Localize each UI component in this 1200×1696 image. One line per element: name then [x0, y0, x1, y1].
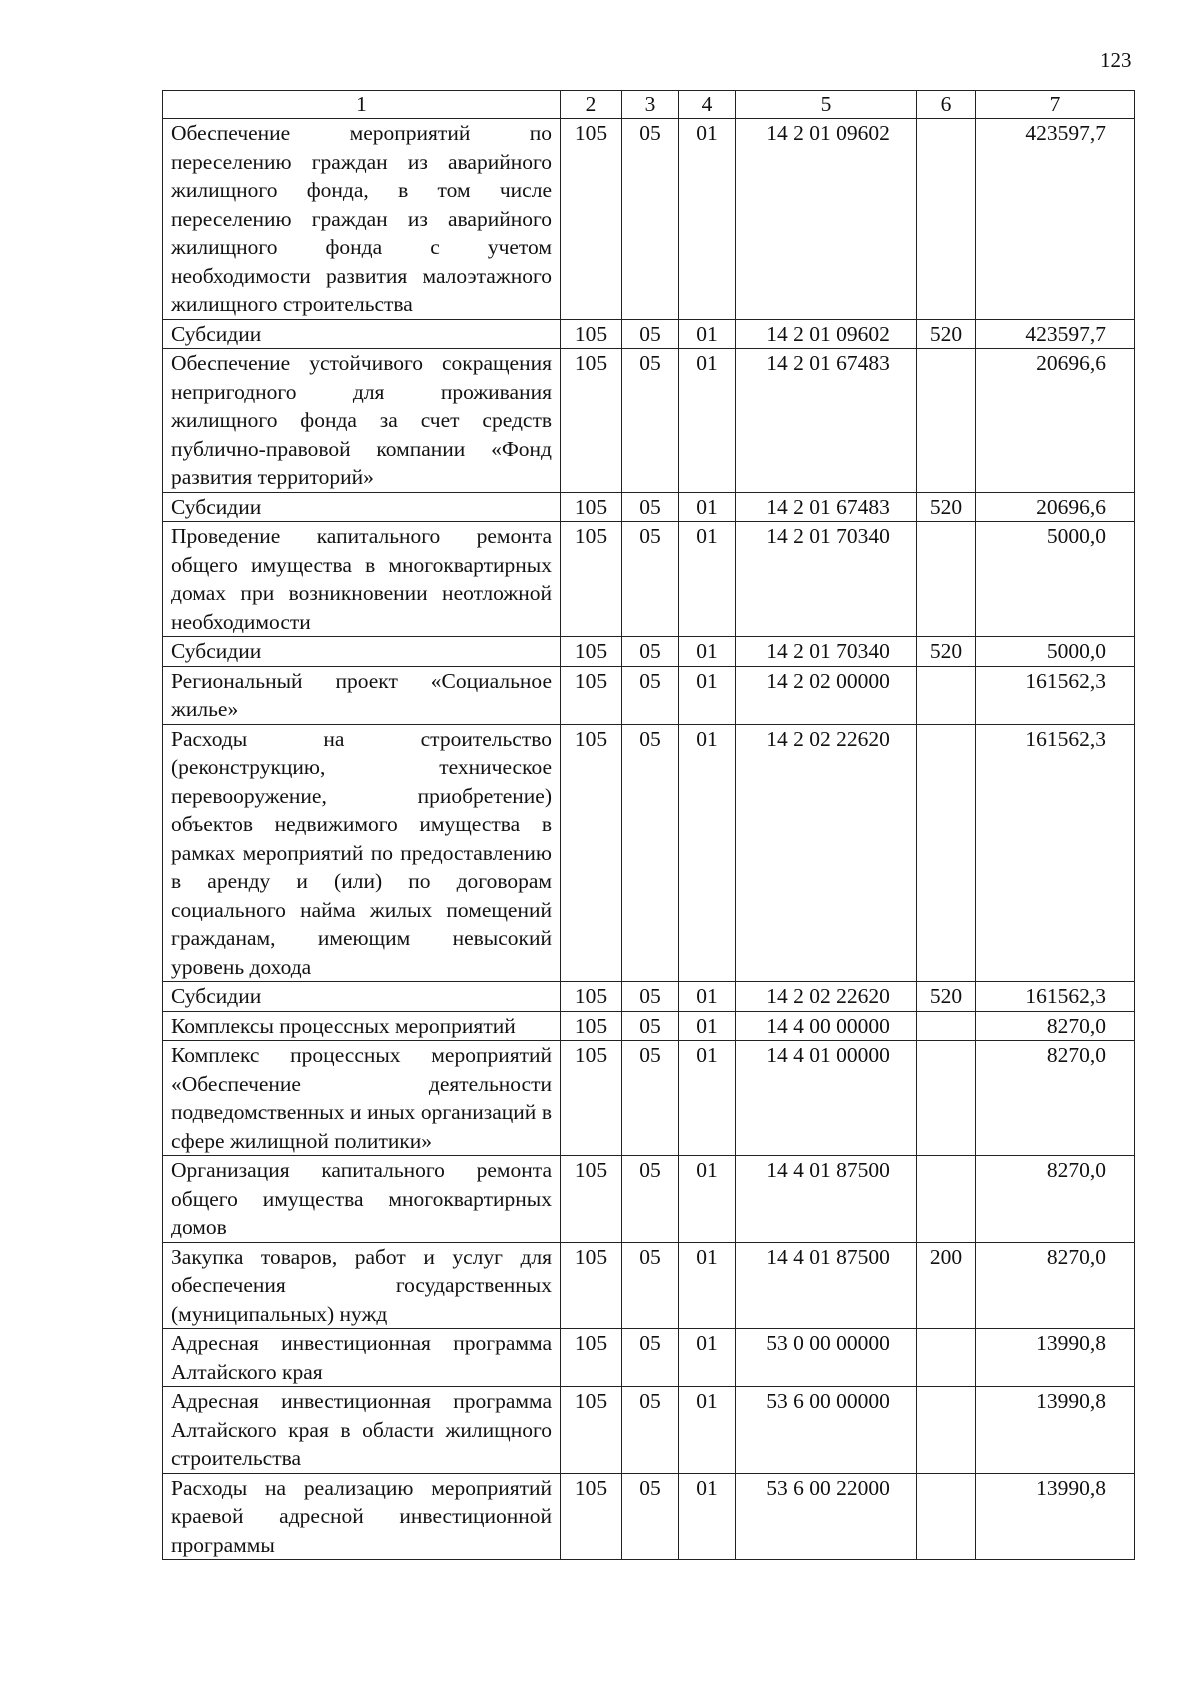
section-cell: 05	[622, 1242, 679, 1329]
row-name-cell: Обеспечение устойчивого сокращения непригодного для проживания жилищного фонда за счет средств публично-правовой компании «Фонд развития территорий»	[163, 349, 561, 493]
column-header: 4	[679, 91, 736, 119]
target-article-cell: 14 2 01 67483	[736, 349, 917, 493]
target-article-cell: 14 4 01 87500	[736, 1156, 917, 1243]
column-header: 1	[163, 91, 561, 119]
row-name-cell: Обеспечение мероприятий по переселению граждан из аварийного жилищного фонда, в том числе переселению граждан из аварийного жилищного фонда с учетом необходимости развития малоэтажного жилищного строительства	[163, 119, 561, 320]
expense-type-cell	[917, 1387, 976, 1474]
table-row	[163, 1156, 1135, 1243]
section-cell: 05	[622, 637, 679, 667]
expense-type-cell	[917, 1329, 976, 1387]
amount-cell: 13990,8	[976, 1473, 1135, 1560]
subsection-cell: 01	[679, 1156, 736, 1243]
row-name-cell: Адресная инвестиционная программа Алтайского края в области жилищного строительства	[163, 1387, 561, 1474]
section-cell: 05	[622, 1473, 679, 1560]
code-105-cell: 105	[561, 1041, 622, 1156]
code-105-cell: 105	[561, 1329, 622, 1387]
code-105-cell: 105	[561, 666, 622, 724]
target-article-cell: 53 0 00 00000	[736, 1329, 917, 1387]
expense-type-cell	[917, 522, 976, 637]
row-name-cell: Субсидии	[163, 637, 561, 667]
row-name-cell: Субсидии	[163, 319, 561, 349]
expense-type-cell	[917, 724, 976, 982]
table-row	[163, 522, 1135, 637]
amount-cell: 8270,0	[976, 1041, 1135, 1156]
section-cell: 05	[622, 1387, 679, 1474]
row-name-cell: Комплекс процессных мероприятий «Обеспечение деятельности подведомственных и иных организаций в сфере жилищной политики»	[163, 1041, 561, 1156]
row-name-cell: Адресная инвестиционная программа Алтайского края	[163, 1329, 561, 1387]
code-105-cell: 105	[561, 349, 622, 493]
subsection-cell: 01	[679, 349, 736, 493]
expense-type-cell	[917, 349, 976, 493]
amount-cell: 8270,0	[976, 1156, 1135, 1243]
subsection-cell: 01	[679, 119, 736, 320]
table-row	[163, 666, 1135, 724]
table-row	[163, 637, 1135, 667]
target-article-cell: 14 2 02 22620	[736, 724, 917, 982]
amount-cell: 20696,6	[976, 349, 1135, 493]
expense-type-cell	[917, 1156, 976, 1243]
section-cell: 05	[622, 1329, 679, 1387]
subsection-cell: 01	[679, 724, 736, 982]
code-105-cell: 105	[561, 982, 622, 1012]
target-article-cell: 14 2 01 09602	[736, 119, 917, 320]
expense-type-cell: 520	[917, 492, 976, 522]
section-cell: 05	[622, 666, 679, 724]
table-row	[163, 724, 1135, 982]
column-header: 3	[622, 91, 679, 119]
column-header: 5	[736, 91, 917, 119]
amount-cell: 5000,0	[976, 522, 1135, 637]
subsection-cell: 01	[679, 1329, 736, 1387]
row-name-cell: Субсидии	[163, 982, 561, 1012]
expense-type-cell: 200	[917, 1242, 976, 1329]
section-cell: 05	[622, 1041, 679, 1156]
section-cell: 05	[622, 119, 679, 320]
column-header: 6	[917, 91, 976, 119]
target-article-cell: 14 2 01 70340	[736, 522, 917, 637]
table-row	[163, 1473, 1135, 1560]
section-cell: 05	[622, 982, 679, 1012]
subsection-cell: 01	[679, 1011, 736, 1041]
subsection-cell: 01	[679, 1041, 736, 1156]
amount-cell: 8270,0	[976, 1011, 1135, 1041]
subsection-cell: 01	[679, 492, 736, 522]
expense-type-cell	[917, 666, 976, 724]
amount-cell: 161562,3	[976, 666, 1135, 724]
header-row	[163, 91, 1135, 119]
target-article-cell: 14 2 01 70340	[736, 637, 917, 667]
budget-table	[162, 90, 1135, 1560]
expense-type-cell: 520	[917, 982, 976, 1012]
amount-cell: 13990,8	[976, 1387, 1135, 1474]
column-header: 2	[561, 91, 622, 119]
amount-cell: 423597,7	[976, 119, 1135, 320]
table-row	[163, 119, 1135, 320]
subsection-cell: 01	[679, 666, 736, 724]
expense-type-cell	[917, 1473, 976, 1560]
expense-type-cell	[917, 1011, 976, 1041]
target-article-cell: 53 6 00 22000	[736, 1473, 917, 1560]
table-row	[163, 982, 1135, 1012]
section-cell: 05	[622, 1156, 679, 1243]
row-name-cell: Расходы на строительство (реконструкцию, техническое перевооружение, приобретение) объектов недвижимого имущества в рамках мероприятий по предоставлению в аренду и (или) по договорам социального найма жилых помещений гражданам, имеющим невысокий уровень дохода	[163, 724, 561, 982]
section-cell: 05	[622, 522, 679, 637]
amount-cell: 161562,3	[976, 982, 1135, 1012]
table-row	[163, 349, 1135, 493]
code-105-cell: 105	[561, 1473, 622, 1560]
expense-type-cell	[917, 119, 976, 320]
subsection-cell: 01	[679, 1473, 736, 1560]
code-105-cell: 105	[561, 1011, 622, 1041]
row-name-cell: Проведение капитального ремонта общего имущества в многоквартирных домах при возникновении неотложной необходимости	[163, 522, 561, 637]
target-article-cell: 14 4 01 87500	[736, 1242, 917, 1329]
table-row	[163, 1242, 1135, 1329]
page-number: 123	[1100, 48, 1132, 72]
target-article-cell: 14 4 00 00000	[736, 1011, 917, 1041]
code-105-cell: 105	[561, 119, 622, 320]
expense-type-cell: 520	[917, 637, 976, 667]
target-article-cell: 53 6 00 00000	[736, 1387, 917, 1474]
code-105-cell: 105	[561, 637, 622, 667]
table-row	[163, 492, 1135, 522]
target-article-cell: 14 2 01 09602	[736, 319, 917, 349]
section-cell: 05	[622, 492, 679, 522]
code-105-cell: 105	[561, 522, 622, 637]
section-cell: 05	[622, 349, 679, 493]
amount-cell: 423597,7	[976, 319, 1135, 349]
code-105-cell: 105	[561, 319, 622, 349]
amount-cell: 13990,8	[976, 1329, 1135, 1387]
row-name-cell: Региональный проект «Социальное жилье»	[163, 666, 561, 724]
table-row	[163, 1387, 1135, 1474]
subsection-cell: 01	[679, 1387, 736, 1474]
table-row	[163, 1011, 1135, 1041]
amount-cell: 5000,0	[976, 637, 1135, 667]
code-105-cell: 105	[561, 1387, 622, 1474]
amount-cell: 20696,6	[976, 492, 1135, 522]
target-article-cell: 14 4 01 00000	[736, 1041, 917, 1156]
row-name-cell: Закупка товаров, работ и услуг для обеспечения государственных (муниципальных) нужд	[163, 1242, 561, 1329]
code-105-cell: 105	[561, 724, 622, 982]
target-article-cell: 14 2 02 22620	[736, 982, 917, 1012]
subsection-cell: 01	[679, 637, 736, 667]
section-cell: 05	[622, 319, 679, 349]
subsection-cell: 01	[679, 982, 736, 1012]
table-row	[163, 1041, 1135, 1156]
column-header: 7	[976, 91, 1135, 119]
code-105-cell: 105	[561, 492, 622, 522]
row-name-cell: Расходы на реализацию мероприятий краевой адресной инвестиционной программы	[163, 1473, 561, 1560]
amount-cell: 8270,0	[976, 1242, 1135, 1329]
section-cell: 05	[622, 1011, 679, 1041]
target-article-cell: 14 2 01 67483	[736, 492, 917, 522]
table-row	[163, 319, 1135, 349]
code-105-cell: 105	[561, 1242, 622, 1329]
row-name-cell: Комплексы процессных мероприятий	[163, 1011, 561, 1041]
row-name-cell: Организация капитального ремонта общего имущества многоквартирных домов	[163, 1156, 561, 1243]
subsection-cell: 01	[679, 319, 736, 349]
target-article-cell: 14 2 02 00000	[736, 666, 917, 724]
expense-type-cell: 520	[917, 319, 976, 349]
subsection-cell: 01	[679, 522, 736, 637]
expense-type-cell	[917, 1041, 976, 1156]
table-row	[163, 1329, 1135, 1387]
row-name-cell: Субсидии	[163, 492, 561, 522]
code-105-cell: 105	[561, 1156, 622, 1243]
section-cell: 05	[622, 724, 679, 982]
subsection-cell: 01	[679, 1242, 736, 1329]
amount-cell: 161562,3	[976, 724, 1135, 982]
